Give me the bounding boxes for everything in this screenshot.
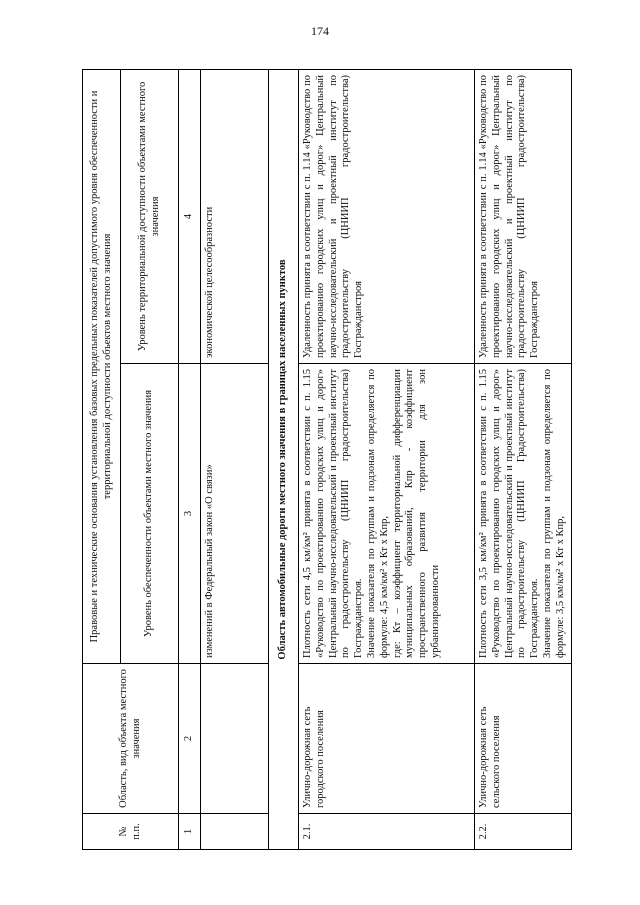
page-number: 174 (311, 24, 329, 38)
header-row (83, 69, 121, 849)
provision-paragraph: где: Кт – коэффициент территориальной дифференциации муниципальных образований, Кпр - коэффициент пространственного развития территории для зон урбанизированности (391, 369, 441, 658)
header-group: Правовые и технические основания установления базовых предельных показателей допустимого уровня обеспеченности и территориальной доступности объектов местного значения (83, 69, 121, 663)
row-access: Удаленность принята в соответствии с п. 1.14 «Руководство по проектированию городских улиц и дорог» Центральный научно-исследовательский и проектный институт по градостроительству (ЦНИИП градостроительства) Госгражданстроя (475, 69, 572, 363)
row-number: 2.1. (299, 814, 475, 850)
table-row (475, 69, 572, 849)
provision-paragraph: Плотность сети 4,5 км/км² принята в соответствии с п. 1.15 «Руководство по проектированию городских улиц и дорог» Центральный научно-исследовательский и проектный институт по градостроительству (ЦНИИП градостроительства) Госгражданстроя. (302, 369, 365, 658)
row-access: Удаленность принята в соответствии с п. 1.14 «Руководство по проектированию городских улиц и дорог» Центральный научно-исследовательский и проектный институт по градостроительству (ЦНИИП градостроительства) Госгражданстроя (299, 69, 475, 363)
header-area: Область, вид объекта местного значения (83, 664, 179, 814)
standards-table (82, 69, 572, 850)
provision-paragraph: Значение показателя по группам и подзонам определяется по формуле: 4,5 км/км² х Кт х Кпр, (365, 369, 390, 658)
col-number: 4 (179, 69, 201, 363)
row-number: 2.2. (475, 814, 572, 850)
row-provision (299, 364, 475, 664)
continued-access: экономической целесообразности (201, 69, 269, 363)
col-number: 3 (179, 364, 201, 664)
continued-provision: изменений в Федеральный закон «О связи» (201, 364, 269, 664)
column-numbers-row (179, 69, 201, 849)
col-number: 2 (179, 664, 201, 814)
header-access: Уровень территориальной доступности объектами местного значения (121, 69, 179, 363)
header-no: № п.п. (83, 814, 179, 850)
continued-no (201, 814, 269, 850)
section-row (269, 69, 299, 849)
row-area: Улично-дорожная сеть сельского поселения (475, 664, 572, 814)
continued-row (201, 69, 269, 849)
table-row (299, 69, 475, 849)
section-title: Область автомобильные дороги местного значения в границах населенных пунктов (269, 69, 299, 849)
header-provision: Уровень обеспеченности объектами местного значения (121, 364, 179, 664)
row-area: Улично-дорожная сеть городского поселения (299, 664, 475, 814)
row-provision (475, 364, 572, 664)
provision-paragraph: Плотность сети 3,5 км/км² принята в соответствии с п. 1.15 «Руководство по проектированию городских улиц и дорог» Центральный научно-исследовательский и проектный институт по градостроительству (ЦНИИП Градостроительства) Госгражданстроя. (478, 369, 541, 658)
col-number: 1 (179, 814, 201, 850)
provision-paragraph: Значение показателя по группам и подзонам определяется по формуле: 3,5 км/км² х Кт х Кпр, (541, 369, 566, 658)
continued-area (201, 664, 269, 814)
rotated-table-container (82, 70, 566, 850)
